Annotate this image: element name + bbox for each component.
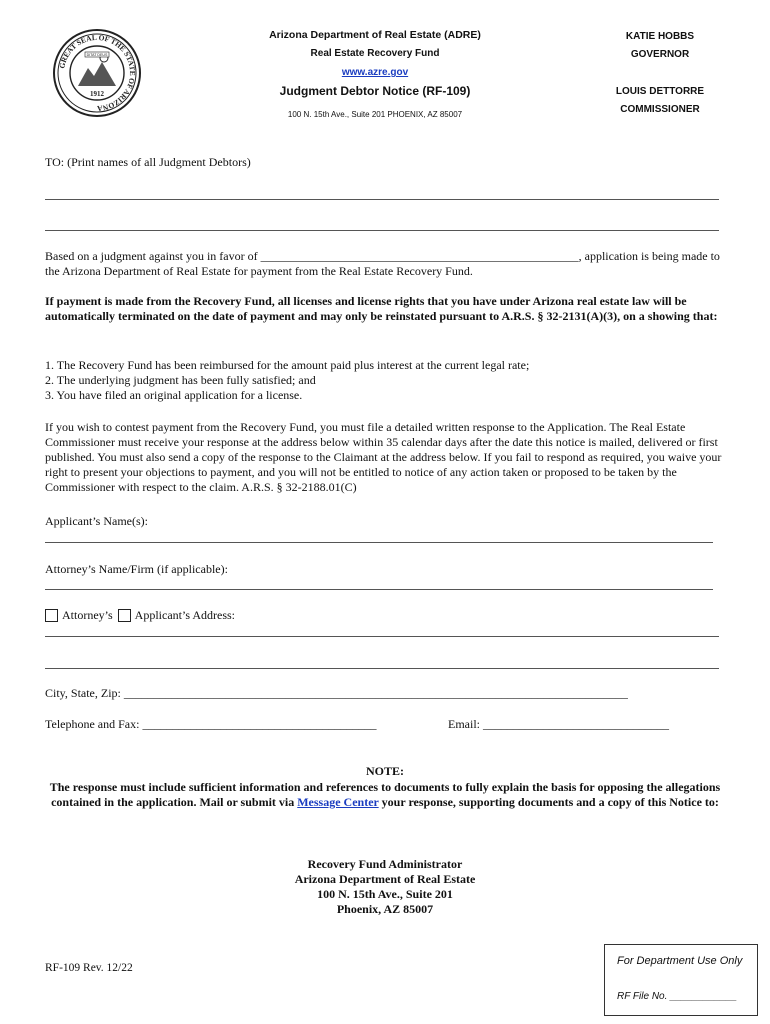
email-field [448,717,669,732]
debtor-name-line-1[interactable] [45,199,719,200]
telephone-fax-field [45,717,376,732]
judgment-text-start: Based on a judgment against you in favor of [45,249,261,263]
agency-name: Arizona Department of Real Estate (ADRE) [269,29,481,41]
debtor-name-line-2[interactable] [45,230,719,231]
applicant-name-label: Applicant’s Name(s): [45,514,148,528]
reinstatement-conditions-list [45,358,721,403]
commissioner-name: LOUIS DETTORRE [615,86,705,97]
department-use-box [604,944,758,1016]
telephone-fax-blank[interactable]: _______________________________________ [142,717,377,731]
form-title: Judgment Debtor Notice (RF-109) [279,84,471,98]
mailing-line: Recovery Fund Administrator [307,857,463,871]
contest-paragraph: If you wish to contest payment from the Recovery Fund, you must file a detailed written response to the Application. The Real Estate Commissioner must receive your response at the address below within 35 calendar days after the date this notice is mailed, delivered or first published. You must also send a copy of the response to the Claimant at the address below. If you fail to respond as required, you waive your right to present your objections to payment, and you will not be entitled to notice of any action taken or proposed to be taken by the Commissioner with respect to the claim. A.R.S. § 32-2188.01(C) [45,420,722,494]
seal-motto: DITAT DEUS [86,53,108,57]
attorney-checkbox[interactable] [45,609,58,622]
mailing-line: Phoenix, AZ 85007 [336,902,434,916]
applicant-name-line[interactable] [45,542,713,543]
rf-file-number-field[interactable]: RF File No. ____________ [617,991,737,1002]
note-text-end: your response, supporting documents and a copy of this Notice to: [378,795,719,809]
agency-address: 100 N. 15th Ave., Suite 201 PHOENIX, AZ 85007 [287,110,463,119]
judgment-text-end: , application is being made to the Arizona Department of Real Estate for payment from the Real Estate Recovery Fund. [45,249,720,278]
telephone-fax-label: Telephone and Fax: [45,717,143,731]
mailing-address [185,857,585,917]
list-item: 1. The Recovery Fund has been reimbursed for the amount paid plus interest at the current legal rate; [45,358,530,372]
applicant-checkbox[interactable] [118,609,131,622]
attorney-name-line[interactable] [45,589,713,590]
form-revision: RF-109 Rev. 12/22 [45,962,133,974]
address-type-row [45,608,235,623]
list-item: 2. The underlying judgment has been fully satisfied; and [45,373,316,387]
city-state-zip-blank[interactable]: ____________________________________________________________________________________ [123,686,628,700]
address-line-2[interactable] [45,668,719,669]
attorney-name-label: Attorney’s Name/Firm (if applicable): [45,562,228,576]
attorney-checkbox-label: Attorney’s [62,608,113,622]
commissioner-title: COMMISSIONER [620,104,700,115]
note-text [45,780,725,810]
website-link[interactable]: www.azre.gov [341,67,409,78]
message-center-link[interactable]: Message Center [297,795,379,809]
applicant-address-label: Applicant’s Address: [134,608,235,622]
judgment-paragraph [45,249,721,279]
city-state-zip-label: City, State, Zip: [45,686,124,700]
license-termination-paragraph: If payment is made from the Recovery Fund, all licenses and license rights that you have under Arizona real estate law will be automatically terminated on the date of payment and may only be reinstated pursuant to A.R.S. § 32-2131(A)(3), on a showing that: [45,294,718,323]
seal-ring-text: GREAT SEAL OF THE STATE OF ARIZONA [57,32,138,114]
state-seal [52,28,142,118]
note-text-start: The response must include sufficient information and references to documents to fully explain the basis for opposing the allegations contained in the application. Mail or submit via [49,780,721,809]
judgment-creditor-blank[interactable]: _____________________________________________________ [260,249,579,263]
email-blank[interactable]: _______________________________ [483,717,669,731]
seal-year: 1912 [90,90,104,98]
department-use-label: For Department Use Only [617,955,743,967]
mailing-line: 100 N. 15th Ave., Suite 201 [317,887,453,901]
email-label: Email: [448,717,483,731]
to-label: TO: (Print names of all Judgment Debtors) [45,155,251,169]
mailing-line: Arizona Department of Real Estate [294,872,476,886]
fund-name: Real Estate Recovery Fund [310,48,440,59]
list-item: 3. You have filed an original application for a license. [45,388,303,402]
address-line-1[interactable] [45,636,719,637]
city-state-zip-field [45,686,628,701]
governor-name: KATIE HOBBS [625,31,695,42]
note-title: NOTE: [365,764,404,778]
governor-title: GOVERNOR [630,49,690,60]
